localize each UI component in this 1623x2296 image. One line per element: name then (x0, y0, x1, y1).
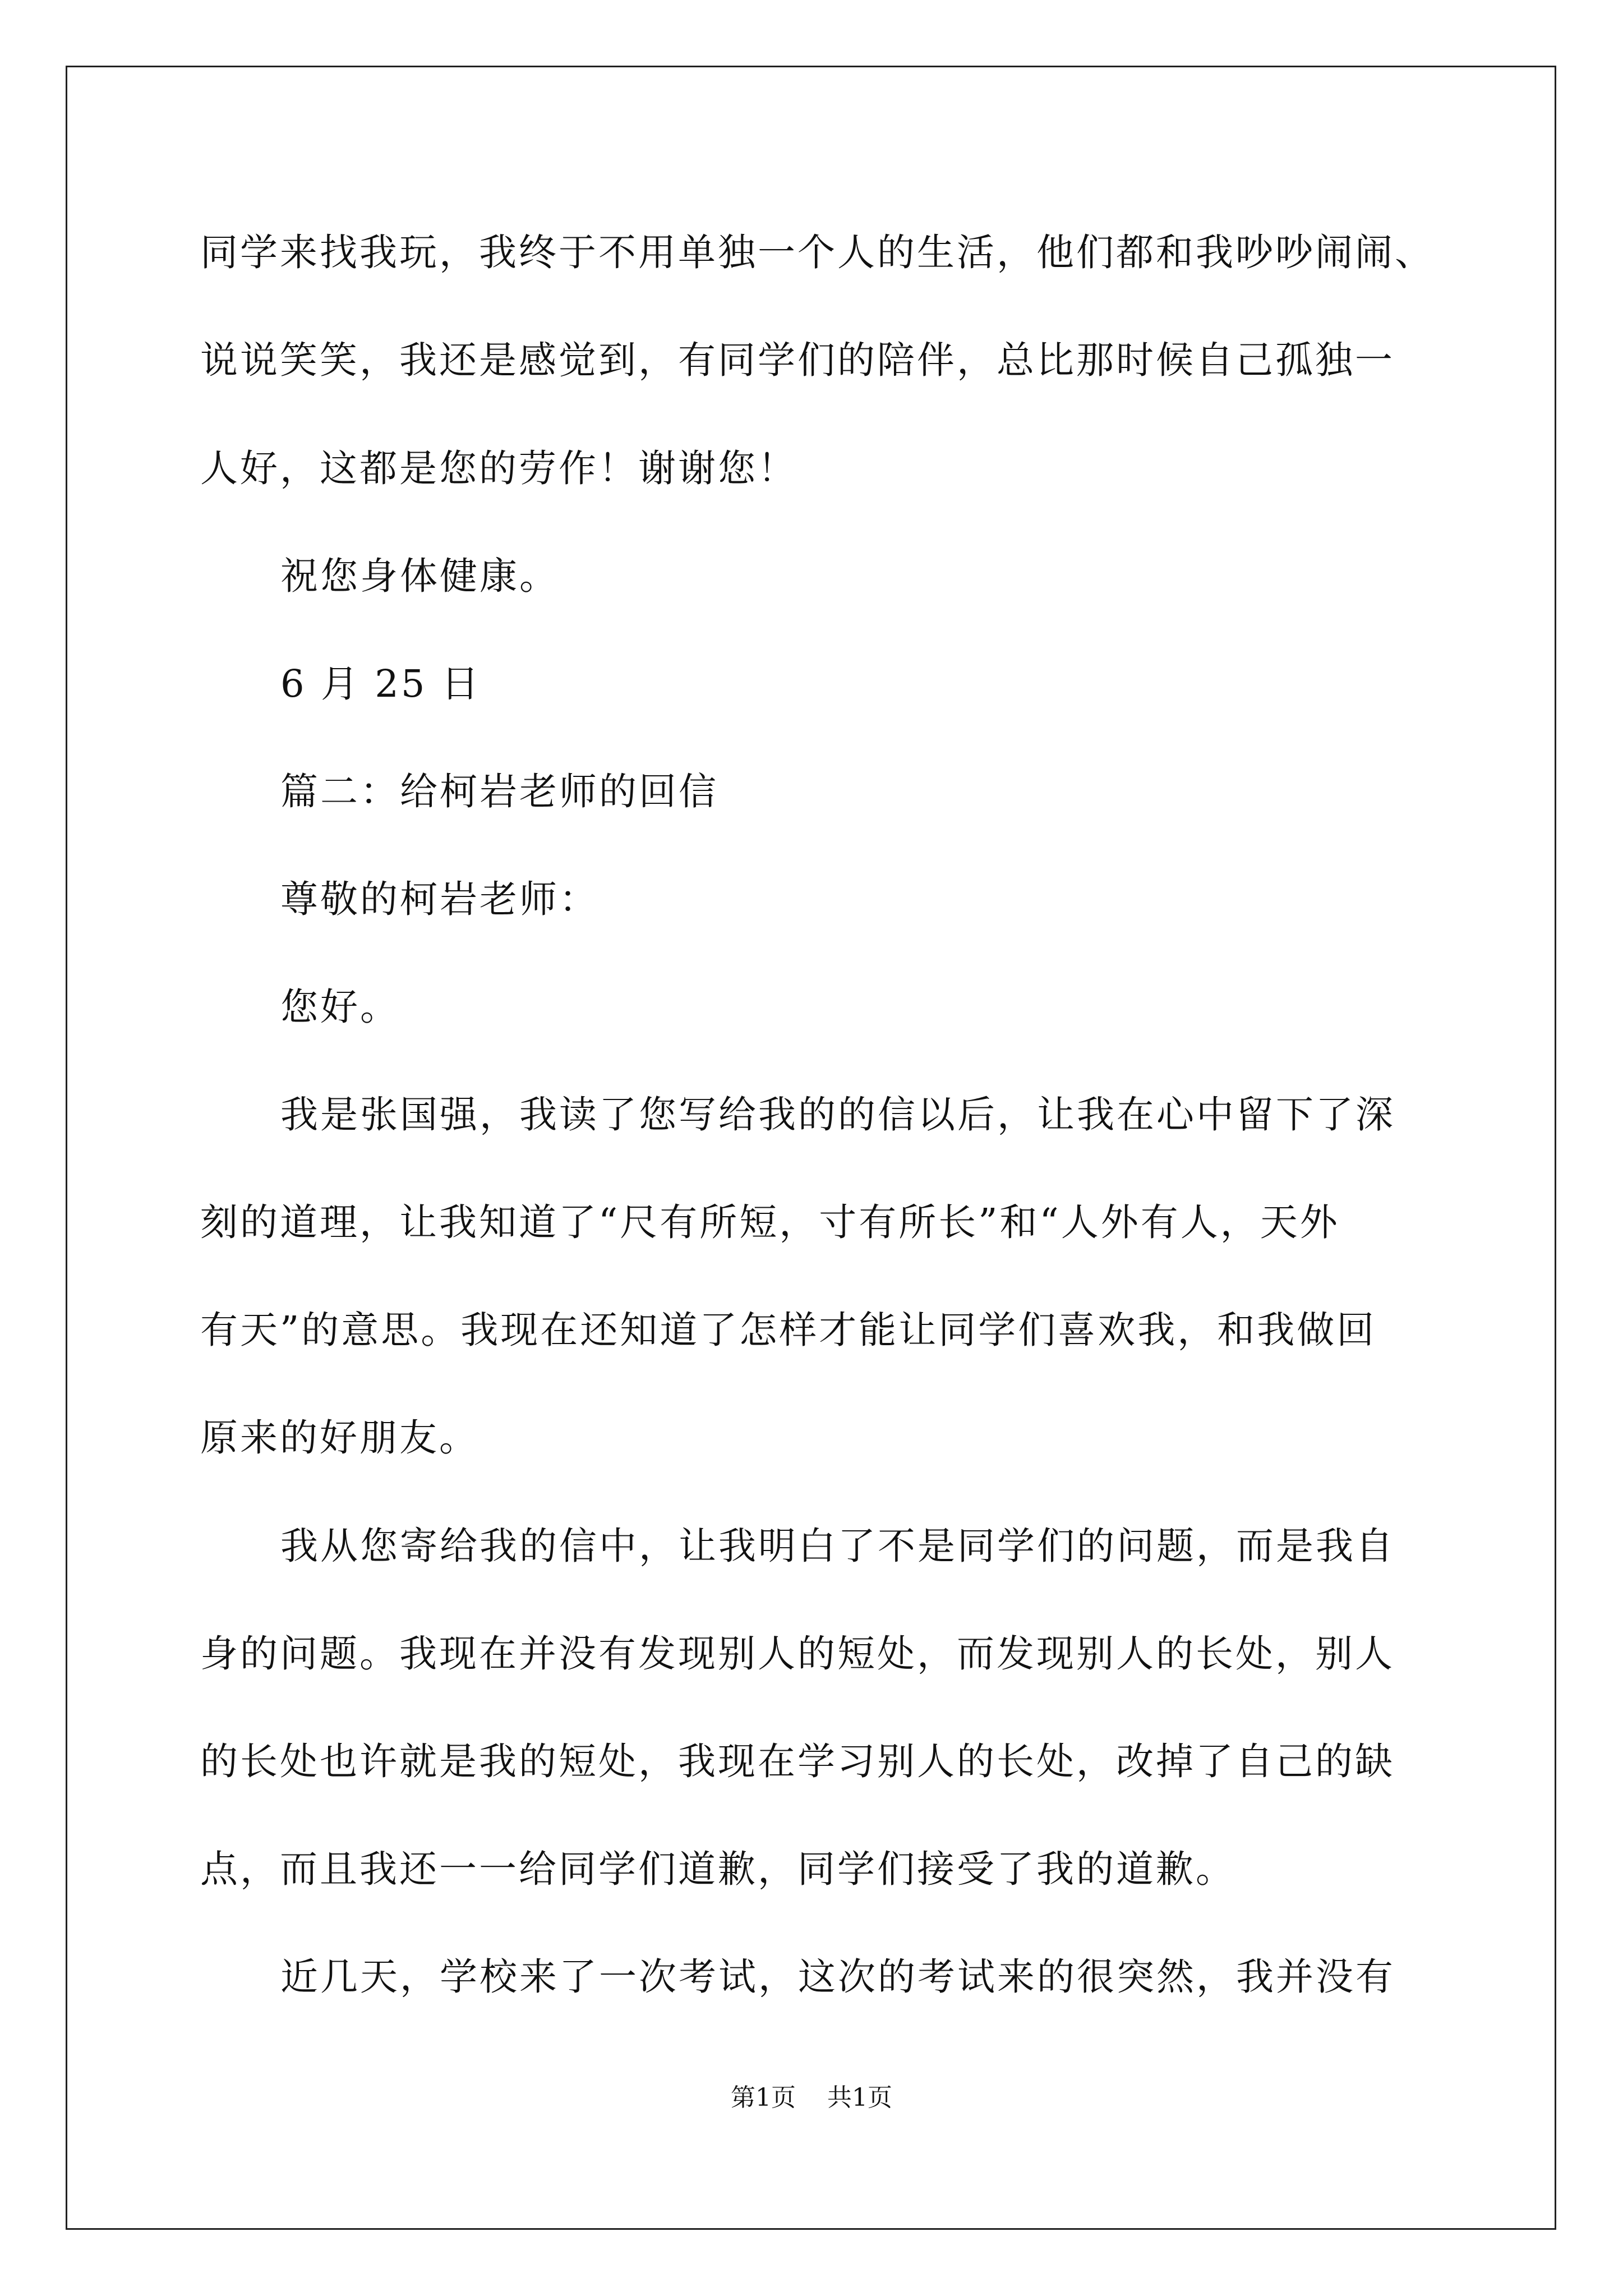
body-line: 点，而且我还一一给同学们道歉，同学们接受了我的道歉。 (200, 1847, 1235, 1891)
body-line: 祝您身体健康。 (280, 554, 559, 598)
body-line: 原来的好朋友。 (200, 1416, 479, 1460)
body-line: 您好。 (280, 985, 400, 1029)
body-line: 说说笑笑，我还是感觉到，有同学们的陪伴，总比那时候自己孤独一 (200, 338, 1395, 382)
body-line: 同学来找我玩，我终于不用单独一个人的生活，他们都和我吵吵闹闹、 (200, 231, 1435, 274)
page-border (66, 66, 1556, 2230)
body-line: 6 月 25 日 (280, 662, 481, 706)
body-line: 身的问题。我现在并没有发现别人的短处，而发现别人的长处，别人 (200, 1632, 1395, 1676)
body-line: 刻的道理，让我知道了“尺有所短，寸有所长”和“人外有人，天外 (200, 1200, 1340, 1244)
body-line: 我是张国强，我读了您写给我的的信以后，让我在心中留下了深 (280, 1093, 1395, 1137)
body-line: 近几天，学校来了一次考试，这次的考试来的很突然，我并没有 (280, 1955, 1395, 1999)
body-line: 有天”的意思。我现在还知道了怎样才能让同学们喜欢我，和我做回 (200, 1308, 1377, 1352)
page-number-footer: 第1页 共1页 (731, 2083, 892, 2112)
body-line: 我从您寄给我的信中，让我明白了不是同学们的问题，而是我自 (280, 1524, 1395, 1568)
body-line: 篇二：给柯岩老师的回信 (280, 770, 718, 813)
body-line: 尊敬的柯岩老师： (280, 877, 599, 921)
body-line: 的长处也许就是我的短处，我现在学习别人的长处，改掉了自己的缺 (200, 1740, 1395, 1783)
body-line: 人好，这都是您的劳作！谢谢您！ (200, 447, 797, 490)
